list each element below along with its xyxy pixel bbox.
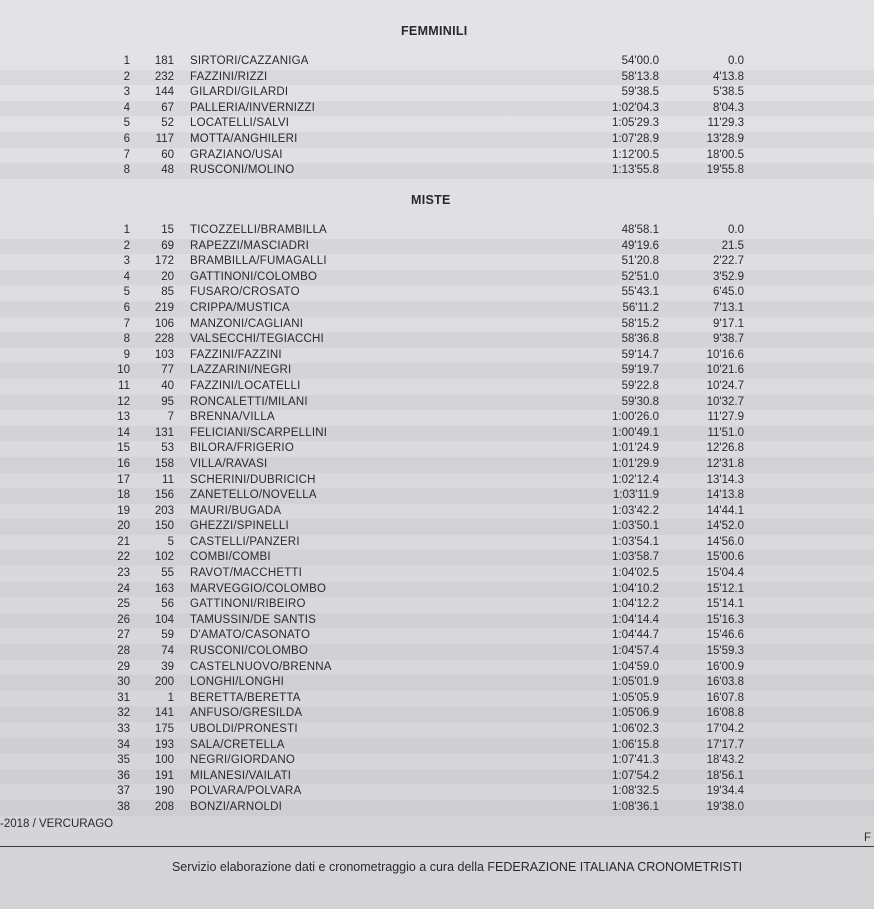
time-cell: 1:04'44.7 bbox=[612, 629, 659, 642]
time-cell: 1:13'55.8 bbox=[612, 164, 659, 177]
time-cell: 1:03'58.7 bbox=[612, 551, 659, 564]
bib-number-cell: 5 bbox=[167, 535, 174, 548]
gap-cell: 16'08.8 bbox=[706, 707, 744, 720]
gap-cell: 14'52.0 bbox=[706, 520, 744, 533]
team-name-cell: FUSARO/CROSATO bbox=[190, 286, 300, 299]
gap-cell: 6'45.0 bbox=[713, 286, 744, 299]
bib-number-cell: 193 bbox=[154, 738, 174, 751]
team-name-cell: GATTINONI/RIBEIRO bbox=[190, 598, 306, 611]
position-cell: 34 bbox=[117, 738, 130, 751]
position-cell: 33 bbox=[117, 723, 130, 735]
gap-cell: 15'00.6 bbox=[706, 551, 744, 564]
position-cell: 15 bbox=[117, 442, 130, 455]
team-name-cell: ZANETELLO/NOVELLA bbox=[190, 489, 317, 502]
result-row bbox=[0, 317, 874, 333]
team-name-cell: SCHERINI/DUBRICICH bbox=[190, 473, 316, 486]
position-cell: 7 bbox=[123, 148, 130, 161]
result-row bbox=[0, 473, 874, 489]
result-row bbox=[0, 395, 874, 411]
time-cell: 1:08'36.1 bbox=[612, 800, 659, 813]
footer-credit: Servizio elaborazione dati e cronometraggio a cura della FEDERAZIONE ITALIANA CRONOMETRISTI bbox=[171, 860, 743, 874]
result-row bbox=[0, 769, 874, 785]
team-name-cell: LAZZARINI/NEGRI bbox=[190, 364, 292, 377]
result-row bbox=[0, 348, 874, 364]
position-cell: 8 bbox=[123, 333, 130, 346]
time-cell: 54'00.0 bbox=[621, 55, 659, 67]
position-cell: 38 bbox=[117, 800, 130, 813]
gap-cell: 5'38.5 bbox=[713, 86, 744, 99]
position-cell: 6 bbox=[123, 132, 130, 145]
team-name-cell: FAZZINI/RIZZI bbox=[190, 70, 268, 83]
bib-number-cell: 95 bbox=[161, 395, 174, 408]
time-cell: 59'38.5 bbox=[621, 86, 659, 99]
bib-number-cell: 53 bbox=[161, 442, 174, 455]
gap-cell: 0.0 bbox=[728, 55, 744, 67]
position-cell: 4 bbox=[123, 270, 130, 283]
gap-cell: 11'29.3 bbox=[707, 117, 744, 130]
bib-number-cell: 100 bbox=[154, 754, 174, 767]
time-cell: 59'30.8 bbox=[621, 395, 659, 408]
gap-cell: 18'00.5 bbox=[706, 148, 744, 161]
bib-number-cell: 158 bbox=[154, 457, 174, 470]
team-name-cell: GILARDI/GILARDI bbox=[190, 86, 289, 99]
result-row bbox=[0, 332, 874, 348]
position-cell: 30 bbox=[117, 676, 130, 689]
bib-number-cell: 20 bbox=[161, 270, 174, 283]
position-cell: 7 bbox=[123, 317, 130, 330]
time-cell: 58'15.2 bbox=[621, 317, 659, 330]
position-cell: 21 bbox=[117, 535, 130, 548]
result-row bbox=[0, 628, 874, 644]
bib-number-cell: 190 bbox=[154, 785, 174, 798]
gap-cell: 9'17.1 bbox=[713, 317, 744, 330]
gap-cell: 13'14.3 bbox=[706, 473, 744, 486]
position-cell: 18 bbox=[117, 489, 130, 502]
time-cell: 1:03'42.2 bbox=[612, 504, 659, 517]
position-cell: 23 bbox=[117, 567, 130, 580]
team-name-cell: MOTTA/ANGHILERI bbox=[190, 132, 298, 145]
result-row bbox=[0, 488, 874, 504]
bib-number-cell: 131 bbox=[154, 426, 174, 439]
team-name-cell: RONCALETTI/MILANI bbox=[190, 395, 308, 408]
team-name-cell: MAURI/BUGADA bbox=[190, 504, 282, 517]
result-row bbox=[0, 613, 874, 629]
bib-number-cell: 104 bbox=[154, 613, 174, 626]
result-row bbox=[0, 410, 874, 426]
team-name-cell: BRAMBILLA/FUMAGALLI bbox=[190, 255, 327, 268]
result-row bbox=[0, 644, 874, 660]
time-cell: 1:03'50.1 bbox=[612, 520, 659, 533]
result-row bbox=[0, 54, 874, 70]
position-cell: 35 bbox=[117, 754, 130, 767]
bib-number-cell: 60 bbox=[161, 148, 174, 161]
time-cell: 1:04'59.0 bbox=[612, 660, 659, 673]
position-cell: 27 bbox=[117, 629, 130, 642]
time-cell: 1:04'12.2 bbox=[612, 598, 659, 611]
result-row bbox=[0, 722, 874, 738]
time-cell: 1:05'06.9 bbox=[612, 707, 659, 720]
time-cell: 56'11.2 bbox=[622, 301, 659, 314]
team-name-cell: POLVARA/POLVARA bbox=[190, 785, 302, 798]
bib-number-cell: 1 bbox=[167, 691, 174, 704]
time-cell: 1:12'00.5 bbox=[612, 148, 659, 161]
result-row bbox=[0, 457, 874, 473]
result-row bbox=[0, 675, 874, 691]
result-row bbox=[0, 738, 874, 754]
team-name-cell: TICOZZELLI/BRAMBILLA bbox=[190, 224, 327, 236]
bib-number-cell: 48 bbox=[161, 164, 174, 177]
result-row bbox=[0, 148, 874, 164]
team-name-cell: BERETTA/BERETTA bbox=[190, 691, 301, 704]
time-cell: 1:05'29.3 bbox=[612, 117, 659, 130]
team-name-cell: MARVEGGIO/COLOMBO bbox=[190, 582, 327, 595]
bib-number-cell: 144 bbox=[154, 86, 174, 99]
position-cell: 25 bbox=[117, 598, 130, 611]
time-cell: 55'43.1 bbox=[621, 286, 659, 299]
result-row bbox=[0, 101, 874, 117]
bib-number-cell: 117 bbox=[155, 132, 174, 145]
team-name-cell: FAZZINI/FAZZINI bbox=[190, 348, 282, 361]
bib-number-cell: 67 bbox=[161, 101, 174, 114]
time-cell: 1:06'15.8 bbox=[612, 738, 659, 751]
time-cell: 1:08'32.5 bbox=[612, 785, 659, 798]
team-name-cell: VILLA/RAVASI bbox=[190, 457, 268, 470]
bib-number-cell: 228 bbox=[154, 333, 174, 346]
bib-number-cell: 11 bbox=[162, 473, 174, 486]
gap-cell: 15'59.3 bbox=[706, 645, 744, 658]
position-cell: 5 bbox=[123, 117, 130, 130]
time-cell: 1:07'54.2 bbox=[612, 769, 659, 782]
result-row bbox=[0, 70, 874, 86]
position-cell: 36 bbox=[117, 769, 130, 782]
result-row bbox=[0, 441, 874, 457]
result-row bbox=[0, 379, 874, 395]
bib-number-cell: 163 bbox=[154, 582, 174, 595]
bib-number-cell: 106 bbox=[154, 317, 174, 330]
gap-cell: 14'44.1 bbox=[706, 504, 744, 517]
position-cell: 13 bbox=[117, 411, 130, 424]
result-row bbox=[0, 254, 874, 270]
position-cell: 11 bbox=[118, 379, 130, 392]
result-row bbox=[0, 566, 874, 582]
gap-cell: 11'51.0 bbox=[707, 426, 744, 439]
team-name-cell: FAZZINI/LOCATELLI bbox=[190, 379, 301, 392]
result-row bbox=[0, 535, 874, 551]
gap-cell: 12'31.8 bbox=[706, 457, 744, 470]
cut-off-previous-row bbox=[0, 0, 874, 6]
time-cell: 1:02'04.3 bbox=[612, 101, 659, 114]
time-cell: 1:02'12.4 bbox=[612, 473, 659, 486]
gap-cell: 19'55.8 bbox=[706, 164, 744, 177]
result-row bbox=[0, 784, 874, 800]
gap-cell: 11'27.9 bbox=[707, 411, 744, 424]
gap-cell: 15'46.6 bbox=[706, 629, 744, 642]
bib-number-cell: 56 bbox=[161, 598, 174, 611]
gap-cell: 7'13.1 bbox=[713, 301, 744, 314]
bib-number-cell: 85 bbox=[161, 286, 174, 299]
time-cell: 1:04'14.4 bbox=[612, 613, 659, 626]
result-row bbox=[0, 426, 874, 442]
bib-number-cell: 55 bbox=[161, 567, 174, 580]
result-row bbox=[0, 597, 874, 613]
position-cell: 2 bbox=[123, 70, 130, 83]
team-name-cell: MILANESI/VAILATI bbox=[190, 769, 292, 782]
bib-number-cell: 69 bbox=[161, 239, 174, 252]
time-cell: 52'51.0 bbox=[621, 270, 659, 283]
result-row bbox=[0, 223, 874, 239]
results-table-femminili bbox=[0, 54, 874, 179]
gap-cell: 15'16.3 bbox=[706, 613, 744, 626]
team-name-cell: BONZI/ARNOLDI bbox=[190, 800, 283, 813]
gap-cell: 10'24.7 bbox=[706, 379, 744, 392]
position-cell: 32 bbox=[117, 707, 130, 720]
team-name-cell: CASTELLI/PANZERI bbox=[190, 535, 300, 548]
result-row bbox=[0, 660, 874, 676]
gap-cell: 16'07.8 bbox=[706, 691, 744, 704]
gap-cell: 2'22.7 bbox=[713, 255, 744, 268]
gap-cell: 19'38.0 bbox=[706, 800, 744, 813]
team-name-cell: GRAZIANO/USAI bbox=[190, 148, 283, 161]
team-name-cell: COMBI/COMBI bbox=[190, 551, 271, 564]
time-cell: 1:07'28.9 bbox=[612, 132, 659, 145]
gap-cell: 15'04.4 bbox=[706, 567, 744, 580]
position-cell: 24 bbox=[117, 582, 130, 595]
team-name-cell: ANFUSO/GRESILDA bbox=[190, 707, 303, 720]
bib-number-cell: 172 bbox=[154, 255, 174, 268]
team-name-cell: D'AMATO/CASONATO bbox=[190, 629, 311, 642]
position-cell: 17 bbox=[117, 473, 130, 486]
team-name-cell: SIRTORI/CAZZANIGA bbox=[190, 55, 309, 67]
team-name-cell: RAVOT/MACCHETTI bbox=[190, 567, 303, 580]
position-cell: 9 bbox=[123, 348, 130, 361]
bib-number-cell: 200 bbox=[154, 676, 174, 689]
result-row bbox=[0, 132, 874, 148]
gap-cell: 10'32.7 bbox=[706, 395, 744, 408]
team-name-cell: LONGHI/LONGHI bbox=[190, 676, 284, 689]
section-title-femminili: FEMMINILI bbox=[401, 24, 468, 38]
team-name-cell: RUSCONI/COLOMBO bbox=[190, 645, 309, 658]
team-name-cell: CASTELNUOVO/BRENNA bbox=[190, 660, 332, 673]
time-cell: 1:06'02.3 bbox=[612, 723, 659, 735]
result-row bbox=[0, 270, 874, 286]
team-name-cell: SALA/CRETELLA bbox=[190, 738, 285, 751]
gap-cell: 10'21.6 bbox=[706, 364, 744, 377]
result-row bbox=[0, 800, 874, 816]
time-cell: 1:01'29.9 bbox=[612, 457, 659, 470]
gap-cell: 21.5 bbox=[721, 239, 744, 252]
team-name-cell: BRENNA/VILLA bbox=[190, 411, 275, 424]
bib-number-cell: 74 bbox=[161, 645, 174, 658]
bib-number-cell: 15 bbox=[161, 224, 174, 236]
result-row bbox=[0, 753, 874, 769]
team-name-cell: BILORA/FRIGERIO bbox=[190, 442, 294, 455]
position-cell: 2 bbox=[123, 239, 130, 252]
result-row bbox=[0, 550, 874, 566]
team-name-cell: FELICIANI/SCARPELLINI bbox=[190, 426, 328, 439]
bib-number-cell: 102 bbox=[154, 551, 174, 564]
team-name-cell: VALSECCHI/TEGIACCHI bbox=[190, 333, 324, 346]
result-row bbox=[0, 301, 874, 317]
time-cell: 1:07'41.3 bbox=[612, 754, 659, 767]
team-name-cell: NEGRI/GIORDANO bbox=[190, 754, 296, 767]
result-row bbox=[0, 285, 874, 301]
result-row bbox=[0, 239, 874, 255]
result-row bbox=[0, 504, 874, 520]
bib-number-cell: 150 bbox=[154, 520, 174, 533]
position-cell: 14 bbox=[117, 426, 130, 439]
bib-number-cell: 208 bbox=[154, 800, 174, 813]
team-name-cell: PALLERIA/INVERNIZZI bbox=[190, 101, 316, 114]
team-name-cell: LOCATELLI/SALVI bbox=[190, 117, 290, 130]
time-cell: 51'20.8 bbox=[621, 255, 659, 268]
time-cell: 1:05'01.9 bbox=[612, 676, 659, 689]
position-cell: 8 bbox=[123, 164, 130, 177]
bib-number-cell: 141 bbox=[154, 707, 174, 720]
gap-cell: 13'28.9 bbox=[706, 132, 744, 145]
gap-cell: 3'52.9 bbox=[713, 270, 744, 283]
position-cell: 16 bbox=[117, 457, 130, 470]
team-name-cell: GATTINONI/COLOMBO bbox=[190, 270, 318, 283]
gap-cell: 16'00.9 bbox=[706, 660, 744, 673]
time-cell: 58'13.8 bbox=[621, 70, 659, 83]
footer-date-place: -2018 / VERCURAGO bbox=[0, 818, 114, 830]
bib-number-cell: 219 bbox=[154, 301, 174, 314]
gap-cell: 18'43.2 bbox=[706, 754, 744, 767]
position-cell: 1 bbox=[123, 55, 130, 67]
time-cell: 1:01'24.9 bbox=[612, 442, 659, 455]
time-cell: 48'58.1 bbox=[621, 224, 659, 236]
section-title-miste: MISTE bbox=[411, 193, 451, 207]
position-cell: 6 bbox=[123, 301, 130, 314]
bib-number-cell: 156 bbox=[154, 489, 174, 502]
bib-number-cell: 191 bbox=[154, 769, 174, 782]
bib-number-cell: 232 bbox=[154, 70, 174, 83]
bib-number-cell: 59 bbox=[161, 629, 174, 642]
time-cell: 1:04'10.2 bbox=[612, 582, 659, 595]
bib-number-cell: 52 bbox=[161, 117, 174, 130]
result-row bbox=[0, 85, 874, 101]
position-cell: 37 bbox=[117, 785, 130, 798]
bib-number-cell: 39 bbox=[161, 660, 174, 673]
time-cell: 1:05'05.9 bbox=[612, 691, 659, 704]
time-cell: 1:03'11.9 bbox=[612, 489, 659, 502]
time-cell: 59'19.7 bbox=[621, 364, 659, 377]
bib-number-cell: 40 bbox=[161, 379, 174, 392]
position-cell: 31 bbox=[117, 691, 130, 704]
bib-number-cell: 7 bbox=[167, 411, 174, 424]
gap-cell: 8'04.3 bbox=[713, 101, 744, 114]
team-name-cell: TAMUSSIN/DE SANTIS bbox=[190, 613, 317, 626]
bib-number-cell: 175 bbox=[154, 723, 174, 735]
position-cell: 5 bbox=[123, 286, 130, 299]
position-cell: 10 bbox=[117, 364, 130, 377]
time-cell: 49'19.6 bbox=[621, 239, 659, 252]
gap-cell: 14'56.0 bbox=[706, 535, 744, 548]
gap-cell: 10'16.6 bbox=[706, 348, 744, 361]
position-cell: 29 bbox=[117, 660, 130, 673]
result-row bbox=[0, 116, 874, 132]
position-cell: 26 bbox=[117, 613, 130, 626]
team-name-cell: RUSCONI/MOLINO bbox=[190, 164, 295, 177]
position-cell: 1 bbox=[123, 224, 130, 236]
time-cell: 58'36.8 bbox=[621, 333, 659, 346]
bib-number-cell: 203 bbox=[154, 504, 174, 517]
position-cell: 22 bbox=[117, 551, 130, 564]
position-cell: 12 bbox=[117, 395, 130, 408]
gap-cell: 19'34.4 bbox=[706, 785, 744, 798]
gap-cell: 18'56.1 bbox=[706, 769, 744, 782]
gap-cell: 17'17.7 bbox=[706, 738, 744, 751]
time-cell: 1:04'57.4 bbox=[612, 645, 659, 658]
bib-number-cell: 77 bbox=[161, 364, 174, 377]
position-cell: 4 bbox=[123, 101, 130, 114]
bib-number-cell: 181 bbox=[154, 55, 174, 67]
time-cell: 1:03'54.1 bbox=[612, 535, 659, 548]
gap-cell: 17'04.2 bbox=[706, 723, 744, 735]
position-cell: 3 bbox=[123, 255, 130, 268]
result-row bbox=[0, 519, 874, 535]
bib-number-cell: 103 bbox=[154, 348, 174, 361]
time-cell: 1:00'26.0 bbox=[612, 411, 659, 424]
position-cell: 3 bbox=[123, 86, 130, 99]
result-row bbox=[0, 163, 874, 179]
gap-cell: 15'12.1 bbox=[706, 582, 744, 595]
gap-cell: 14'13.8 bbox=[706, 489, 744, 502]
team-name-cell: UBOLDI/PRONESTI bbox=[190, 723, 298, 735]
position-cell: 19 bbox=[117, 504, 130, 517]
gap-cell: 0.0 bbox=[728, 224, 744, 236]
result-row bbox=[0, 691, 874, 707]
footer-page-letter: F bbox=[864, 832, 872, 844]
team-name-cell: RAPEZZI/MASCIADRI bbox=[190, 239, 310, 252]
position-cell: 28 bbox=[117, 645, 130, 658]
time-cell: 1:04'02.5 bbox=[612, 567, 659, 580]
position-cell: 20 bbox=[117, 520, 130, 533]
gap-cell: 4'13.8 bbox=[713, 70, 744, 83]
time-cell: 1:00'49.1 bbox=[612, 426, 659, 439]
team-name-cell: GHEZZI/SPINELLI bbox=[190, 520, 289, 533]
result-row bbox=[0, 363, 874, 379]
footer-divider bbox=[0, 846, 874, 847]
gap-cell: 15'14.1 bbox=[706, 598, 744, 611]
team-name-cell: CRIPPA/MUSTICA bbox=[190, 301, 290, 314]
gap-cell: 12'26.8 bbox=[706, 442, 744, 455]
result-row bbox=[0, 582, 874, 598]
results-table-miste bbox=[0, 223, 874, 816]
time-cell: 59'22.8 bbox=[621, 379, 659, 392]
gap-cell: 16'03.8 bbox=[706, 676, 744, 689]
gap-cell: 9'38.7 bbox=[713, 333, 744, 346]
result-row bbox=[0, 706, 874, 722]
team-name-cell: MANZONI/CAGLIANI bbox=[190, 317, 304, 330]
time-cell: 59'14.7 bbox=[621, 348, 659, 361]
